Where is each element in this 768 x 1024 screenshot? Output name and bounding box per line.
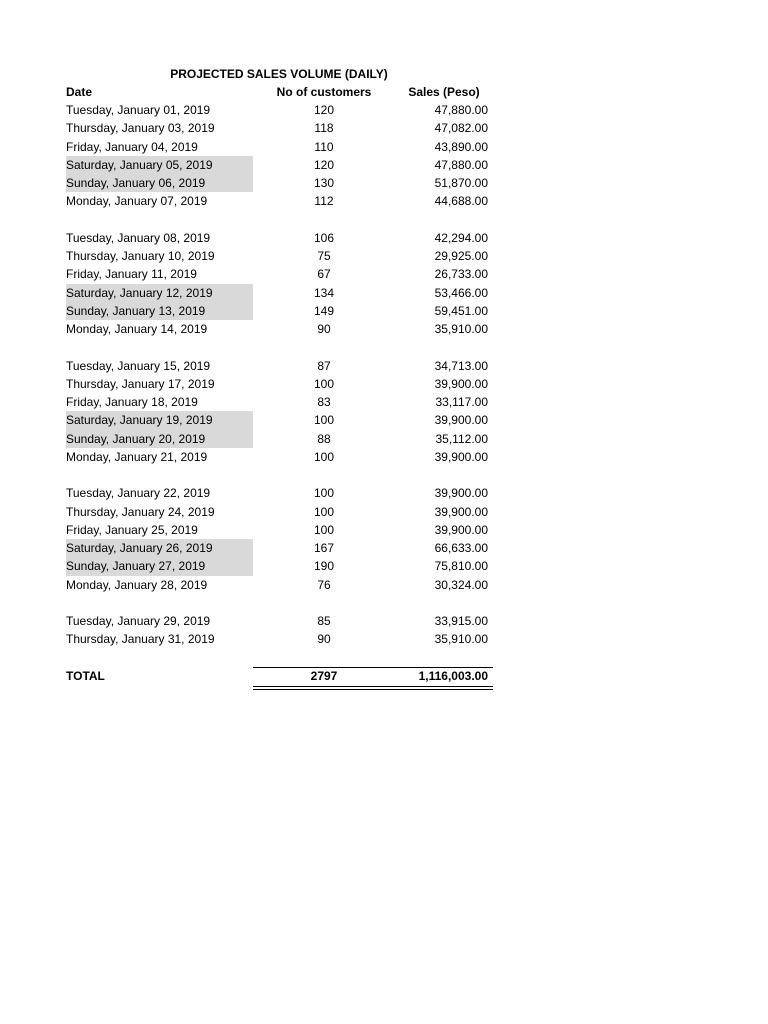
date-cell: Tuesday, January 15, 2019 [66,358,211,373]
blank-row [0,594,768,612]
blank-row [0,338,768,356]
sales-cell: 33,915.00 [434,614,488,628]
total-customers: 2797 [310,669,338,683]
sales-cell: 34,713.00 [434,358,488,373]
customers-cell: 110 [314,139,334,154]
customers-cell: 85 [317,614,331,628]
sales-cell: 66,633.00 [434,541,488,555]
table-row [0,357,768,375]
sales-cell: 33,117.00 [435,395,488,409]
customers-cell: 134 [313,285,335,300]
date-cell: Thursday, January 24, 2019 [66,504,215,519]
date-cell: Sunday, January 06, 2019 [66,174,253,192]
sales-cell: 26,733.00 [434,267,488,282]
sheet-title: PROJECTED SALES VOLUME (DAILY) [170,67,388,81]
customers-cell: 76 [317,577,331,592]
table-row [0,448,768,466]
table-row [0,284,768,302]
sales-cell: 47,880.00 [434,157,488,172]
date-cell: Saturday, January 19, 2019 [66,411,253,429]
customers-cell: 75 [317,249,331,263]
table-row [0,612,768,630]
date-cell: Monday, January 21, 2019 [66,449,208,464]
sales-cell: 43,890.00 [434,139,488,154]
table-row [0,101,768,119]
sales-cell: 35,910.00 [434,322,488,336]
table-row [0,247,768,265]
date-cell: Monday, January 14, 2019 [66,322,208,336]
sales-cell: 59,451.00 [434,303,488,318]
customers-cell: 100 [313,504,335,519]
column-header-customers: No of customers [276,85,372,99]
customers-cell: 83 [317,395,331,409]
sales-cell: 39,900.00 [434,449,488,464]
customers-cell: 90 [317,322,331,336]
sales-cell: 44,688.00 [434,194,488,209]
date-cell: Tuesday, January 01, 2019 [66,103,211,117]
customers-cell: 112 [314,194,334,209]
date-cell: Sunday, January 20, 2019 [66,430,253,448]
sales-cell: 29,925.00 [434,249,488,263]
table-row [0,119,768,137]
sales-cell: 47,082.00 [434,121,488,136]
sales-cell: 35,910.00 [434,632,488,647]
customers-cell: 130 [313,176,335,190]
table-row [0,557,768,575]
customers-cell: 100 [313,413,335,428]
table-row [0,411,768,429]
date-cell: Friday, January 11, 2019 [66,267,197,282]
date-cell: Friday, January 25, 2019 [66,522,198,537]
table-row [0,320,768,338]
total-row [0,668,768,685]
date-cell: Thursday, January 31, 2019 [66,632,215,647]
customers-cell: 67 [317,267,331,282]
date-cell: Monday, January 07, 2019 [66,194,208,209]
date-cell: Sunday, January 13, 2019 [66,302,253,320]
customers-cell: 90 [317,632,331,647]
customers-cell: 100 [313,449,335,464]
customers-cell: 106 [313,230,335,245]
date-cell: Tuesday, January 29, 2019 [66,614,211,628]
table-row [0,393,768,411]
customers-cell: 100 [313,522,335,537]
customers-cell: 120 [313,103,335,117]
customers-cell: 100 [313,376,335,391]
sales-cell: 42,294.00 [434,230,488,245]
customers-cell: 190 [313,559,335,574]
date-cell: Tuesday, January 22, 2019 [66,486,211,501]
sales-cell: 39,900.00 [434,522,488,537]
table-row [0,630,768,648]
sales-cell: 51,870.00 [434,176,488,190]
date-cell: Saturday, January 26, 2019 [66,539,253,557]
date-cell: Thursday, January 17, 2019 [66,376,215,391]
date-cell: Monday, January 28, 2019 [66,577,208,592]
table-row [0,539,768,557]
customers-cell: 167 [313,541,335,555]
table-row [0,174,768,192]
table-row [0,229,768,247]
total-sales: 1,116,003.00 [418,669,488,683]
table-row [0,430,768,448]
table-row [0,375,768,393]
sales-cell: 30,324.00 [434,577,488,592]
sales-table-body [0,101,768,649]
total-double-underline [253,686,493,690]
customers-cell: 88 [317,431,331,446]
column-header-date: Date [66,85,93,99]
table-row [0,503,768,521]
date-cell: Tuesday, January 08, 2019 [66,230,211,245]
total-label: TOTAL [66,669,105,683]
table-row [0,521,768,539]
date-cell: Thursday, January 03, 2019 [66,121,215,136]
table-row [0,484,768,502]
sales-cell: 39,900.00 [434,486,488,501]
sales-cell: 39,900.00 [434,376,488,391]
blank-row [0,211,768,229]
table-row [0,138,768,156]
customers-cell: 149 [313,303,335,318]
customers-cell: 87 [317,358,331,373]
table-row [0,156,768,174]
sales-cell: 35,112.00 [435,431,488,446]
table-row [0,265,768,283]
sales-cell: 53,466.00 [434,285,488,300]
sales-cell: 47,880.00 [434,103,488,117]
table-row [0,302,768,320]
date-cell: Saturday, January 05, 2019 [66,156,253,174]
date-cell: Thursday, January 10, 2019 [66,249,215,263]
date-cell: Friday, January 04, 2019 [66,139,198,154]
customers-cell: 100 [313,486,335,501]
date-cell: Saturday, January 12, 2019 [66,284,253,302]
blank-row [0,466,768,484]
sales-cell: 39,900.00 [434,413,488,428]
date-cell: Sunday, January 27, 2019 [66,557,253,575]
customers-cell: 118 [314,121,334,136]
sales-cell: 39,900.00 [434,504,488,519]
customers-cell: 120 [313,157,335,172]
date-cell: Friday, January 18, 2019 [66,395,198,409]
table-row [0,576,768,594]
sales-cell: 75,810.00 [434,559,488,574]
column-header-sales: Sales (Peso) [408,85,480,99]
table-row [0,192,768,210]
